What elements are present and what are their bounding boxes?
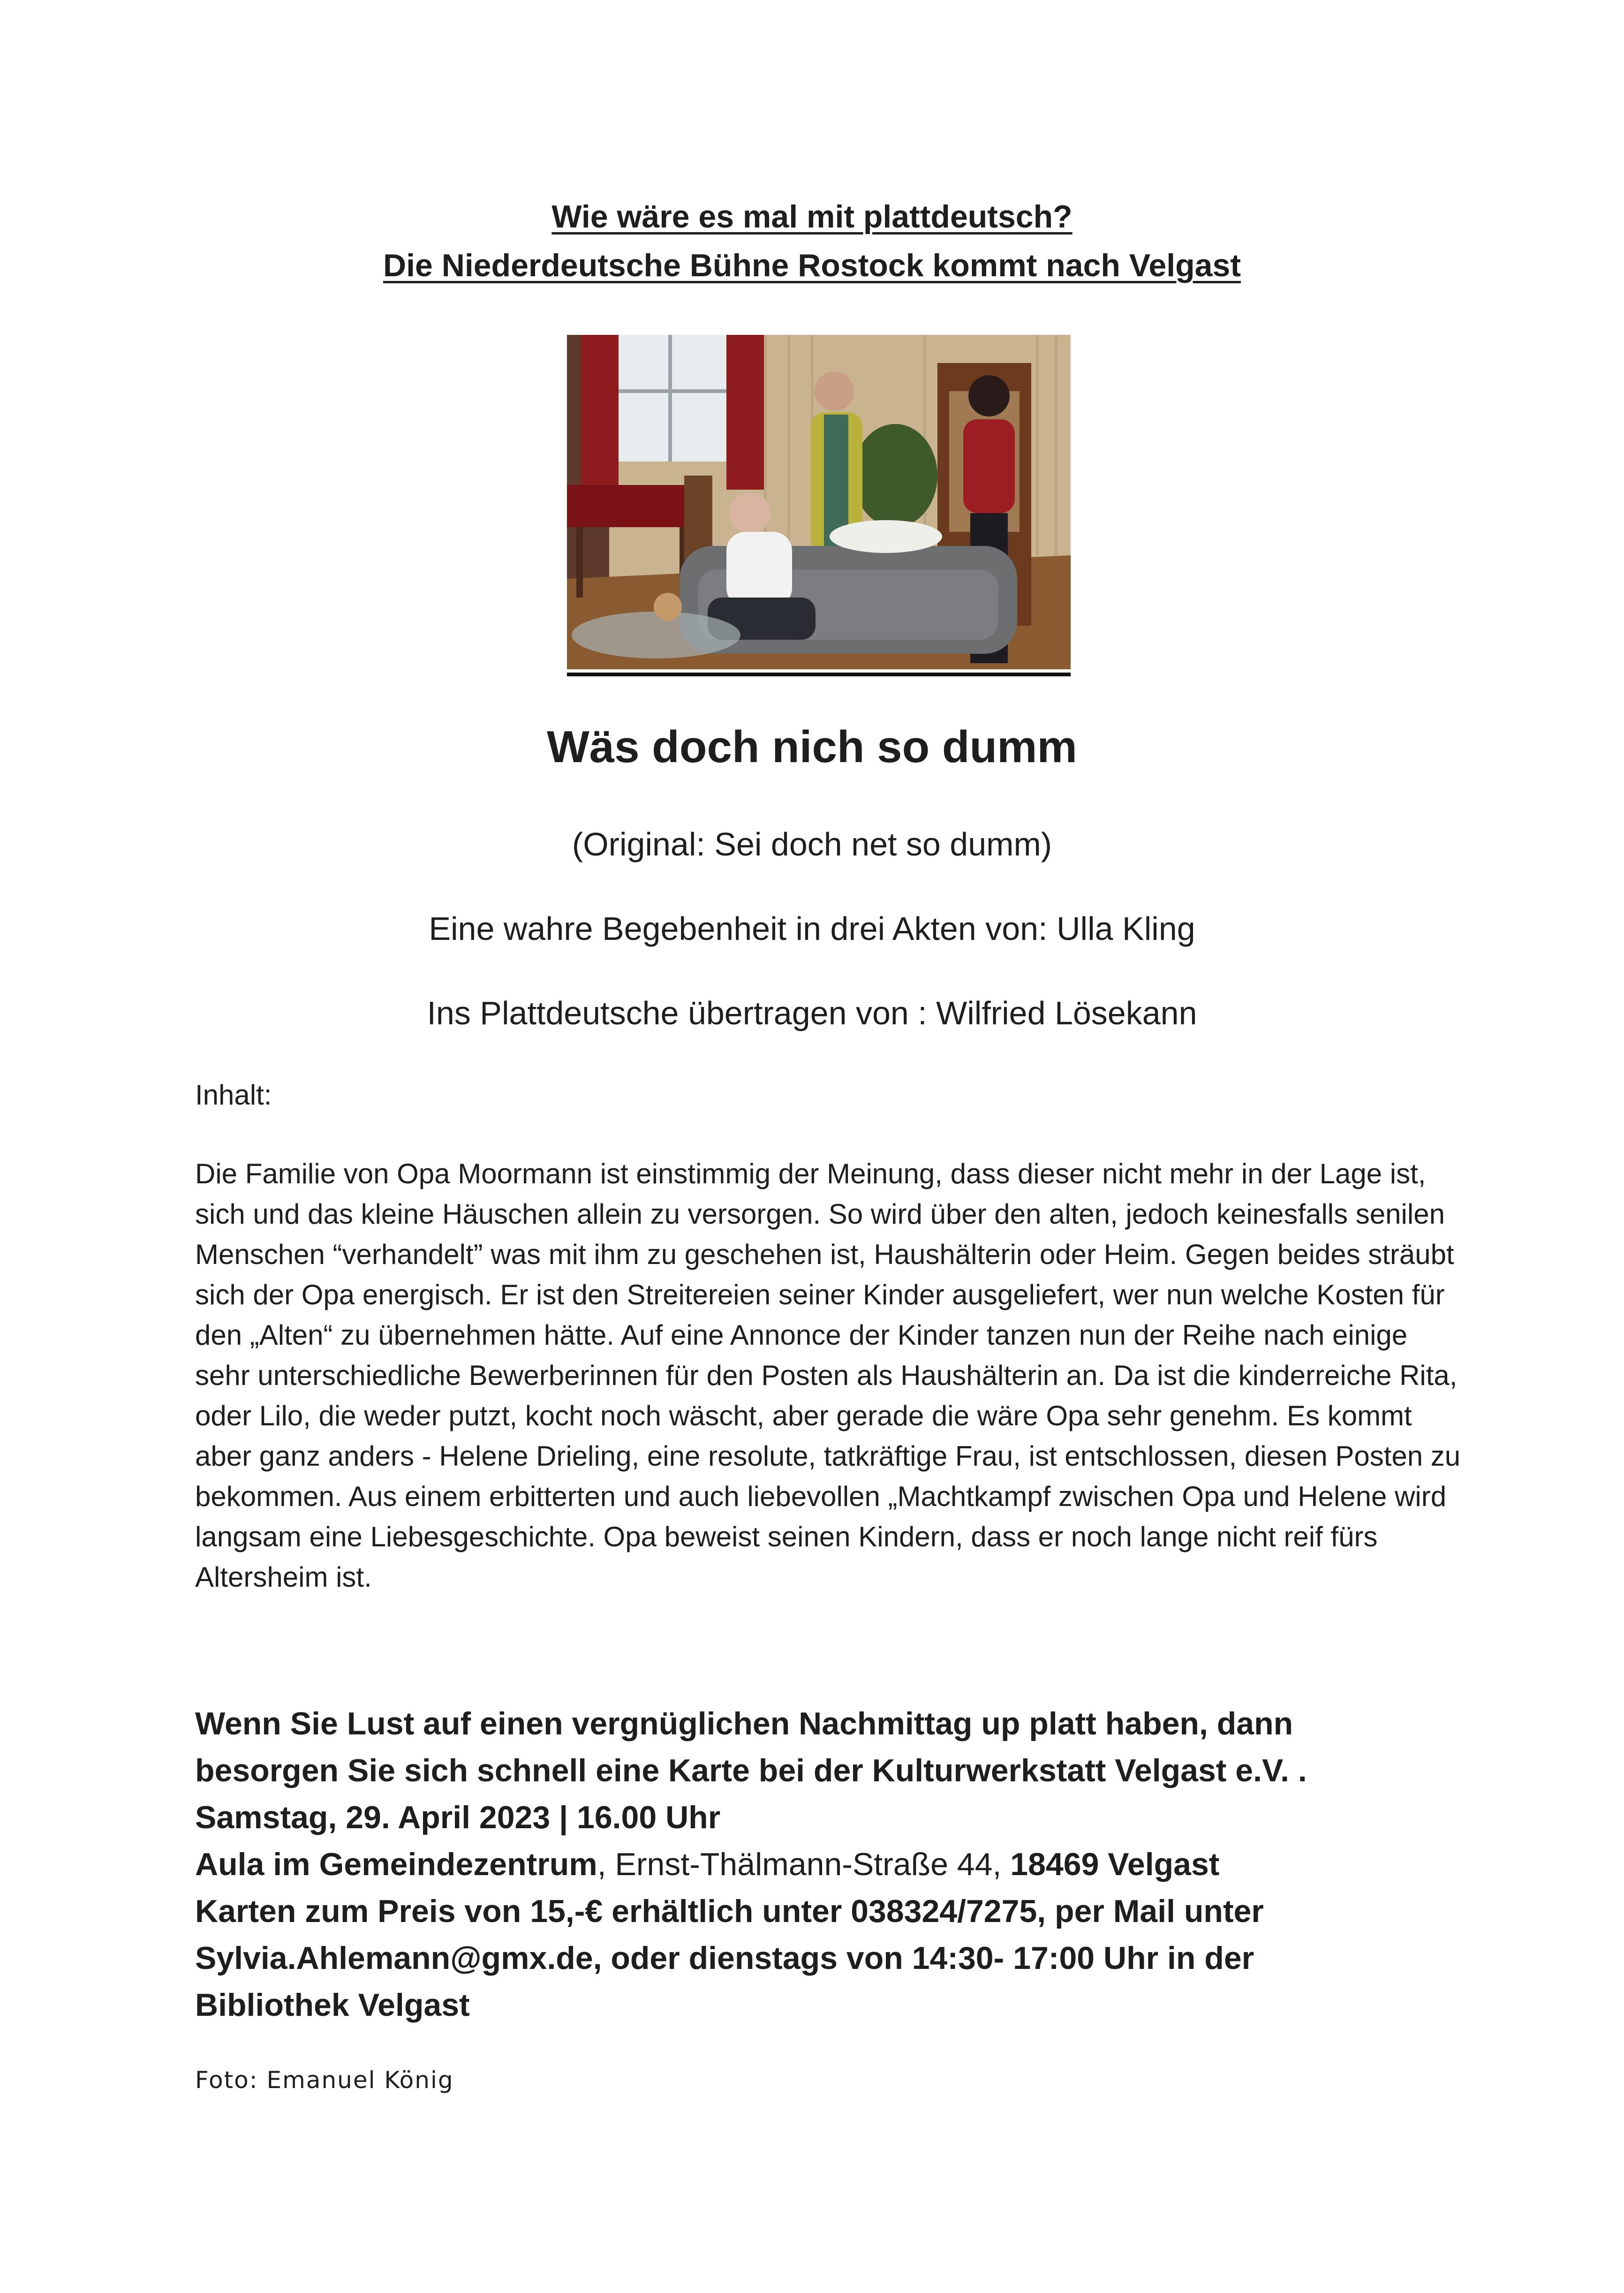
headline-question: Wie wäre es mal mit plattdeutsch? <box>551 199 1073 235</box>
tickets-line-3: Bibliothek Velgast <box>195 1987 470 2023</box>
original-title: (Original: Sei doch net so dumm) <box>572 826 1052 863</box>
theatre-scene-photo <box>567 335 1071 669</box>
tickets-line-2: Sylvia.Ahlemann@gmx.de, oder dienstags von 14:30- 17:00 Uhr in der <box>195 1940 1254 1976</box>
translation-line: Ins Plattdeutsche übertragen von : Wilfried Lösekann <box>427 995 1197 1031</box>
photo-credit: Foto: Emanuel König <box>195 2066 454 2094</box>
photo-illustration <box>567 335 1071 669</box>
cta-line-2: besorgen Sie sich schnell eine Karte bei der Kulturwerkstatt Velgast e.V. . <box>195 1753 1307 1788</box>
event-date: Samstag, 29. April 2023 | 16.00 Uhr <box>195 1800 721 1835</box>
content-paragraph: Die Familie von Opa Moormann ist einstimmig der Meinung, dass dieser nicht mehr in der Lage ist, sich und das kleine Häuschen allein zu versorgen. So wird über den alten, jedoch keinesfalls senilen Menschen “verhandelt” was mit ihm zu geschehen ist, Haushälterin oder Heim. Gegen beides sträubt sich der Opa energisch. Er ist den Streitereien seiner Kinder ausgeliefert, wer nun welche Kosten für den „Alten“ zu übernehmen hätte. Auf eine Annonce der Kinder tanzen nun der Reihe nach einige sehr unterschiedliche Bewerberinnen für den Posten als Haushälterin an. Da ist die kinderreiche Rita, oder Lilo, die weder putzt, kocht noch wäscht, aber gerade die wäre Opa sehr genehm. Es kommt aber ganz anders - Helene Drieling, eine resolute, tatkräftige Frau, ist entschlossen, diesen Posten zu bekommen. Aus einem erbitterten und auch liebevollen „Machtkampf zwischen Opa und Helene wird langsam eine Liebesgeschichte. Opa beweist seinen Kindern, dass er noch lange nicht reif fürs Altersheim ist. <box>195 1158 1461 1593</box>
cta-line-1: Wenn Sie Lust auf einen vergnüglichen Nachmittag up platt haben, dann <box>195 1706 1293 1741</box>
play-title: Wäs doch nich so dumm <box>547 722 1077 772</box>
content-label: Inhalt: <box>195 1079 272 1111</box>
photo-divider <box>567 673 1071 676</box>
event-venue <box>195 1841 1461 1888</box>
venue-name: Aula im Gemeindezentrum <box>195 1847 597 1882</box>
venue-street: , Ernst-Thälmann-Straße 44, <box>597 1847 1011 1882</box>
venue-city: 18469 Velgast <box>1010 1847 1220 1882</box>
call-to-action <box>195 1700 1461 2028</box>
headline-announcement: Die Niederdeutsche Bühne Rostock kommt nach Velgast <box>383 248 1241 283</box>
author-line: Eine wahre Begebenheit in drei Akten von: Ulla Kling <box>429 910 1195 947</box>
tickets-line-1: Karten zum Preis von 15,-€ erhältlich unter 038324/7275, per Mail unter <box>195 1893 1264 1929</box>
